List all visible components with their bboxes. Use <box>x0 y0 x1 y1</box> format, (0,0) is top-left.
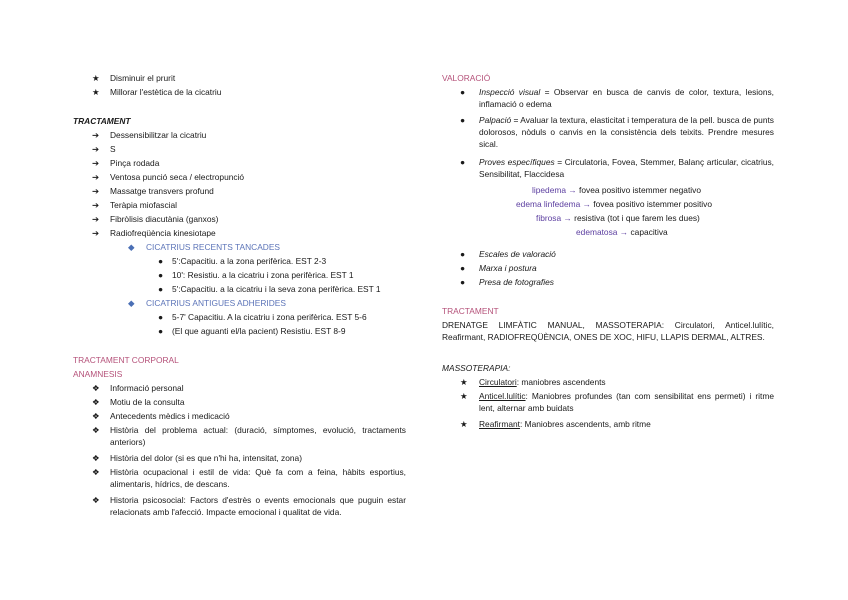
dot-icon: ● <box>158 270 164 280</box>
valoracio-text: = Observar en busca de canvis de color, textura, lesions, inflamació o edema <box>479 87 774 109</box>
dot-icon: ● <box>460 249 466 259</box>
dot-icon: ● <box>460 115 466 125</box>
anamnesis-item: Història del problema actual: (duració, símptomes, evolució, tractaments anteriors) <box>110 425 406 447</box>
antigues-heading: CICATRIUS ANTIGUES ADHERIDES <box>146 298 286 308</box>
tractament-item: Dessensibilitzar la cicatriu <box>110 130 207 140</box>
anamnesis-item: Història ocupacional i estil de vida: Què fa com a feina, hàbits esportius, alimentaris, hídrics, de descans. <box>110 467 406 489</box>
anamnesis-item: Motiu de la consulta <box>110 397 185 407</box>
arrow-icon: ➔ <box>92 130 100 140</box>
antigues-item: 5-7' Capacitiu. A la cicatriu i zona perifèrica. EST 5-6 <box>172 312 367 322</box>
tractament-item: Massatge transvers profund <box>110 186 214 196</box>
valoracio-term: Palpació <box>479 115 512 125</box>
arrow-icon: ➔ <box>92 144 100 154</box>
arrow-icon: ➔ <box>92 200 100 210</box>
tractament-item: Teràpia miofascial <box>110 200 178 210</box>
proves-arrow: → <box>561 213 575 223</box>
arrow-icon: ➔ <box>92 214 100 224</box>
recents-item: 10': Resistiu. a la cicatriu i zona perifèrica. EST 1 <box>172 270 354 280</box>
tractament-item: Radiofreqüència kinesiotape <box>110 228 216 238</box>
anamnesis-item: Història del dolor (si es que n'hi ha, intensitat, zona) <box>110 453 302 463</box>
arrow-icon: ➔ <box>92 186 100 196</box>
proves-line <box>536 212 700 224</box>
proves-term: lipedema <box>532 185 566 195</box>
clover-icon: ❖ <box>92 425 100 435</box>
clover-icon: ❖ <box>92 495 100 505</box>
tractament-item: S <box>110 144 116 154</box>
clover-icon: ❖ <box>92 397 100 407</box>
dot-icon: ● <box>460 87 466 97</box>
star-icon: ★ <box>92 87 100 97</box>
massoterapia-item <box>479 390 774 414</box>
massoterapia-term: Reafirmant <box>479 419 520 429</box>
goal-item: Millorar l'estètica de la cicatriu <box>110 87 222 97</box>
diamond-icon: ◆ <box>128 242 135 252</box>
recents-item: 5':Capacitiu. a la zona perifèrica. EST 2-3 <box>172 256 327 266</box>
valoracio-item <box>479 114 774 150</box>
corporal-heading: TRACTAMENT CORPORAL <box>73 355 179 365</box>
dot-icon: ● <box>460 277 466 287</box>
massoterapia-item <box>479 376 606 388</box>
proves-term: edematosa <box>576 227 618 237</box>
tractament-item: Fibròlisis diacutània (ganxos) <box>110 214 219 224</box>
valoracio-heading: VALORACIÓ <box>442 73 491 83</box>
extra-item: Marxa i postura <box>479 263 537 273</box>
clover-icon: ❖ <box>92 411 100 421</box>
tractament-item: Pinça rodada <box>110 158 160 168</box>
proves-text: capacitiva <box>630 227 668 237</box>
antigues-item: (El que aguanti el/la pacient) Resistiu. EST 8-9 <box>172 326 346 336</box>
proves-text: fovea positivo istemmer negativo <box>579 185 701 195</box>
proves-line <box>532 184 701 196</box>
recents-item: 5':Capacitiu. a la cicatriu i la seva zona perifèrica. EST 1 <box>172 284 381 294</box>
star-icon: ★ <box>92 73 100 83</box>
proves-arrow: → <box>566 185 580 195</box>
valoracio-term: Inspecció visual <box>479 87 541 97</box>
massoterapia-item <box>479 418 651 430</box>
proves-text: resistiva (tot i que farem les dues) <box>574 213 700 223</box>
arrow-icon: ➔ <box>92 172 100 182</box>
tractament-heading: TRACTAMENT <box>442 306 499 316</box>
star-icon: ★ <box>460 391 468 401</box>
arrow-icon: ➔ <box>92 158 100 168</box>
valoracio-item <box>479 156 774 180</box>
proves-term: fibrosa <box>536 213 562 223</box>
dot-icon: ● <box>460 157 466 167</box>
clover-icon: ❖ <box>92 383 100 393</box>
star-icon: ★ <box>460 419 468 429</box>
massoterapia-heading: MASSOTERAPIA: <box>442 363 511 373</box>
goal-item: Disminuir el prurit <box>110 73 176 83</box>
anamnesis-heading: ANAMNESIS <box>73 369 123 379</box>
dot-icon: ● <box>158 326 164 336</box>
star-icon: ★ <box>460 377 468 387</box>
proves-arrow: → <box>617 227 631 237</box>
tractament-text: DRENATGE LIMFÀTIC MANUAL, MASSOTERAPIA: Circulatori, Anticel.lulític, Reafirmant, RADIOFREQÜÈNCIA, ONES DE XOC, HIFU, LLAPIS DERMAL, ALTRES. <box>442 320 774 342</box>
anamnesis-item: Historia psicosocial: Factors d'estrès o events emocionals que puguin estar relacionats amb l'afecció. Impacte emocional i qualitat de vida. <box>110 495 406 517</box>
massoterapia-text: : Maniobres profundes (tan com sensibilitat ens permeti) i ritme lent, alternar amb buidats <box>479 391 774 413</box>
extra-item: Presa de fotografies <box>479 277 554 287</box>
clover-icon: ❖ <box>92 467 100 477</box>
proves-term: edema linfedema <box>516 199 581 209</box>
proves-line <box>516 198 712 210</box>
dot-icon: ● <box>460 263 466 273</box>
recents-heading: CICATRIUS RECENTS TANCADES <box>146 242 281 252</box>
dot-icon: ● <box>158 284 164 294</box>
valoracio-text: = Avaluar la textura, elasticitat i temperatura de la pell. busca de punts dolorosos, nòduls o canvis en la consistència dels teixits. Prendre mesures sical. <box>479 115 774 149</box>
dot-icon: ● <box>158 256 164 266</box>
diamond-icon: ◆ <box>128 298 135 308</box>
tractament-heading: TRACTAMENT <box>73 116 131 126</box>
massoterapia-text: : Maniobres ascendents, amb ritme <box>519 419 651 429</box>
extra-item: Escales de valoració <box>479 249 556 259</box>
proves-arrow: → <box>580 199 594 209</box>
proves-line <box>576 226 668 238</box>
anamnesis-item: Antecedents mèdics i medicació <box>110 411 230 421</box>
arrow-icon: ➔ <box>92 228 100 238</box>
valoracio-term: Proves específiques <box>479 157 555 167</box>
valoracio-item <box>479 86 774 110</box>
valoracio-text: = Circulatoria, Fovea, Stemmer, Balanç articular, cicatrius, Sensibilitat, Flaccidesa <box>479 157 774 179</box>
massoterapia-term: Circulatori <box>479 377 517 387</box>
massoterapia-text: : maniobres ascendents <box>516 377 606 387</box>
proves-text: fovea positivo istemmer positivo <box>593 199 712 209</box>
dot-icon: ● <box>158 312 164 322</box>
anamnesis-item: Informació personal <box>110 383 184 393</box>
tractament-item: Ventosa punció seca / electropunció <box>110 172 245 182</box>
clover-icon: ❖ <box>92 453 100 463</box>
massoterapia-term: Anticel.lulític <box>479 391 526 401</box>
